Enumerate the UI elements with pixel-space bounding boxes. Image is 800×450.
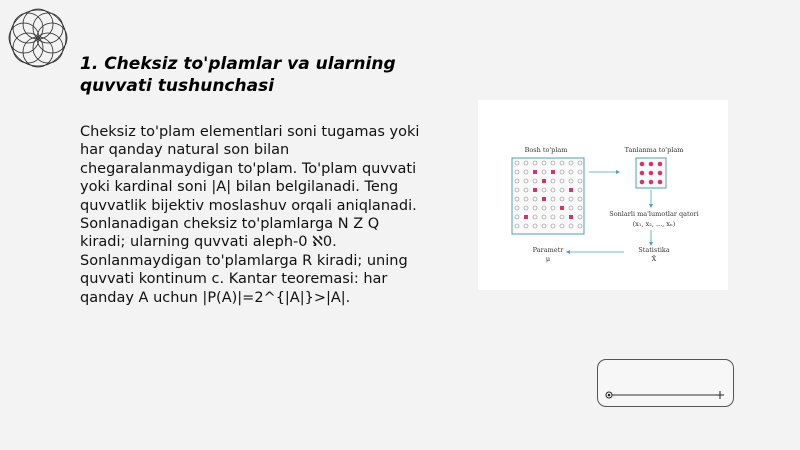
slide-title: 1. Cheksiz to'plamlar va ularning quvvati tushunchasi: [80, 54, 396, 96]
population-dot: [560, 206, 564, 210]
population-dot: [542, 197, 546, 201]
population-dot: [524, 215, 528, 219]
sample-dot: [649, 162, 654, 167]
sample-dot: [640, 171, 645, 176]
slide-body-text: Cheksiz to'plam elementlari soni tugamas yoki har qanday natural son bilan chegaralanmaydigan to'plam. To'plam quvvati yoki kardinal soni |A| bilan belgilanadi. Teng quvvatlik bijektiv moslashuv orqali aniqlanadi. Sonlanadigan cheksiz to'plamlarga N Z Q kiradi; ularning quvvati aleph-0 ℵ0. Sonlanmaydigan to'plamlarga R kiradi; uning quvvati kontinum c. Kantar teoremasi: har qanday A uchun |P(A)|=2^{|A|}>|A|.: [80, 124, 420, 306]
slider-end-plus-icon[interactable]: [716, 391, 724, 399]
parameter-symbol: μ: [545, 255, 551, 263]
sample-dot: [640, 162, 645, 167]
population-label: Bosh to'plam: [524, 146, 568, 154]
rosette-logo-icon: [2, 2, 74, 74]
sample-dot: [658, 180, 663, 185]
population-dot: [533, 170, 537, 174]
slider-control[interactable]: [597, 359, 734, 407]
sample-dot: [658, 162, 663, 167]
sample-dot: [649, 180, 654, 185]
parameter-label: Parametr: [532, 246, 564, 254]
statistic-symbol: X̄: [651, 255, 657, 263]
statistic-label: Statistika: [638, 246, 670, 254]
population-dot: [533, 188, 537, 192]
population-dot: [551, 170, 555, 174]
sample-label: Tanlanma to'plam: [624, 146, 684, 154]
population-box: [512, 158, 584, 234]
sample-dot: [649, 171, 654, 176]
sample-dots: [640, 162, 663, 185]
sequence-label: Sonlarli ma'lumotlar qatori: [609, 210, 699, 218]
sequence-formula: (x₁, x₂, ..., xₙ): [632, 220, 676, 228]
sample-dot: [640, 180, 645, 185]
population-dot: [569, 215, 573, 219]
statistics-diagram-image: [478, 100, 728, 290]
population-dot: [569, 188, 573, 192]
population-dot: [542, 179, 546, 183]
sample-dot: [658, 171, 663, 176]
